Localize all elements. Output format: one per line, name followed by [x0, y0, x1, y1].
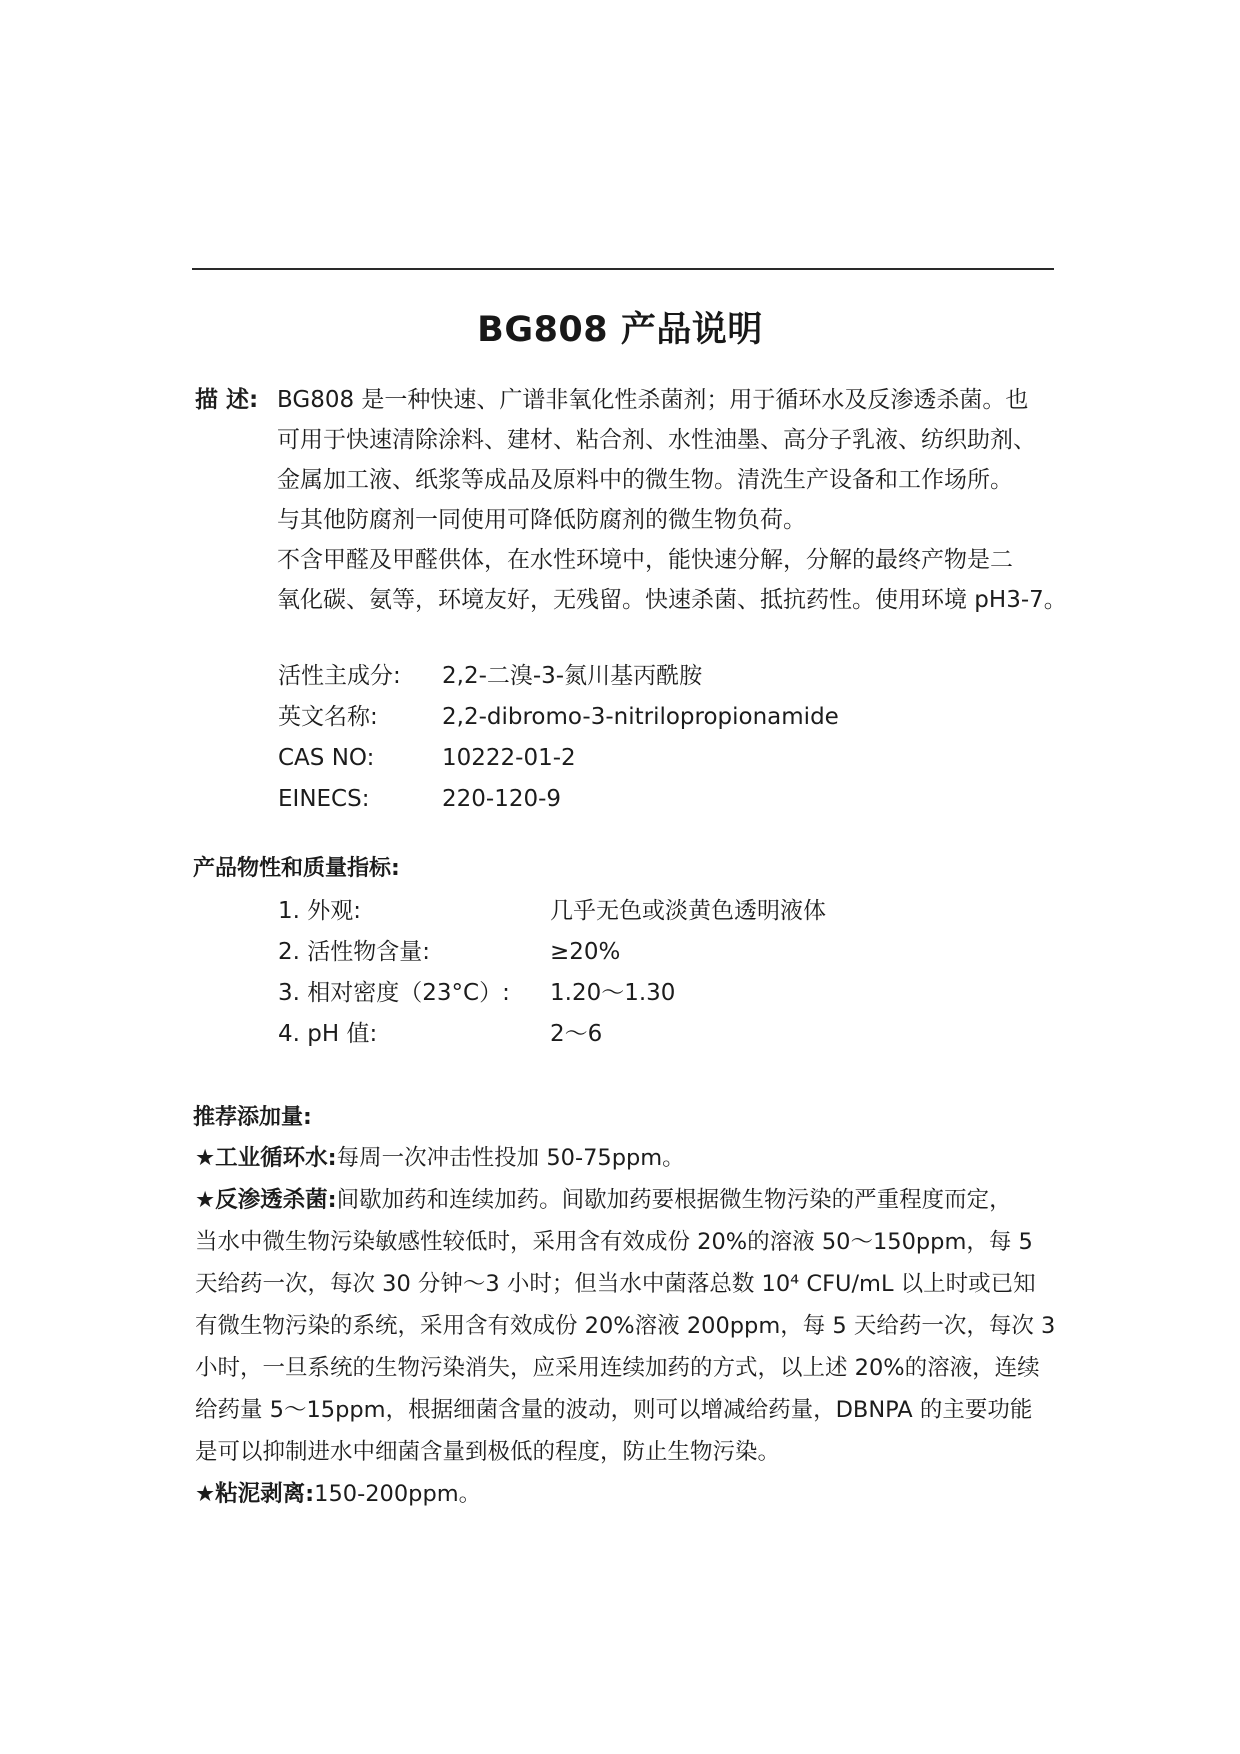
spec-row	[278, 891, 826, 932]
slime-label: ★粘泥剥离:	[195, 1481, 315, 1507]
spec-value: 几乎无色或淡黄色透明液体	[550, 898, 826, 924]
ro-label: ★反渗透杀菌:	[195, 1187, 337, 1213]
ro-line: 当水中微生物污染敏感性较低时，采用含有效成份 20%的溶液 50～150ppm，每 5	[195, 1229, 1033, 1255]
dosage-slime	[195, 1473, 1095, 1515]
description-line: 不含甲醛及甲醛供体，在水性环境中，能快速分解，分解的最终产物是二	[277, 547, 1013, 573]
info-key: 活性主成分:	[278, 663, 401, 689]
spec-row	[278, 932, 826, 973]
dosage-ro	[195, 1179, 1095, 1221]
spec-row	[278, 1014, 826, 1055]
spec-key: 4. pH 值:	[278, 1021, 378, 1047]
slime-text: 150-200ppm。	[314, 1481, 482, 1507]
component-info	[278, 656, 839, 820]
info-key: EINECS:	[278, 786, 370, 812]
spec-key: 1. 外观:	[278, 898, 362, 924]
description-text: BG808 是一种快速、广谱非氧化性杀菌剂；用于循环水及反渗透杀菌。也	[277, 387, 1029, 413]
specs-heading: 产品物性和质量指标:	[193, 856, 400, 881]
description-line: 金属加工液、纸浆等成品及原料中的微生物。清洗生产设备和工作场所。	[277, 467, 1013, 493]
industrial-label: ★工业循环水:	[195, 1145, 337, 1171]
spec-row	[278, 973, 826, 1014]
description-line: 可用于快速清除涂料、建材、粘合剂、水性油墨、高分子乳液、纺织助剂、	[277, 427, 1036, 453]
ro-line: 小时，一旦系统的生物污染消失，应采用连续加药的方式，以上述 20%的溶液，连续	[195, 1355, 1040, 1381]
info-value: 220-120-9	[442, 786, 562, 812]
dosage-industrial	[195, 1137, 1095, 1179]
industrial-text: 每周一次冲击性投加 50-75ppm。	[336, 1145, 685, 1171]
spec-value: 2～6	[550, 1021, 603, 1047]
description-line: 与其他防腐剂一同使用可降低防腐剂的微生物负荷。	[277, 507, 806, 533]
description-line	[195, 380, 1055, 420]
spec-key: 3. 相对密度（23°C）:	[278, 980, 510, 1006]
description-section	[195, 380, 1067, 620]
dosage-heading: 推荐添加量:	[193, 1105, 312, 1130]
ro-line: 是可以抑制进水中细菌含量到极低的程度，防止生物污染。	[195, 1439, 781, 1465]
spec-value: ≥20%	[550, 939, 621, 965]
ro-line: 给药量 5～15ppm，根据细菌含量的波动，则可以增减给药量，DBNPA 的主要功能	[195, 1397, 1033, 1423]
spec-list	[278, 891, 826, 1055]
ro-line: 天给药一次，每次 30 分钟～3 小时；但当水中菌落总数 10⁴ CFU/mL 以上时或已知	[195, 1271, 1036, 1297]
info-value: 2,2-dibromo-3-nitrilopropionamide	[442, 704, 839, 730]
info-value: 2,2-二溴-3-氮川基丙酰胺	[442, 663, 703, 689]
info-row	[278, 738, 839, 779]
info-value: 10222-01-2	[442, 745, 576, 771]
dosage-section	[195, 1137, 1095, 1515]
ro-text: 间歇加药和连续加药。间歇加药要根据微生物污染的严重程度而定，	[336, 1187, 1012, 1213]
info-key: CAS NO:	[278, 745, 375, 771]
info-row	[278, 697, 839, 738]
ro-line: 有微生物污染的系统，采用含有效成份 20%溶液 200ppm，每 5 天给药一次，每次 3	[195, 1313, 1056, 1339]
description-line: 氧化碳、氨等，环境友好，无残留。快速杀菌、抵抗药性。使用环境 pH3-7。	[277, 587, 1067, 613]
spec-value: 1.20～1.30	[550, 980, 676, 1006]
spec-key: 2. 活性物含量:	[278, 939, 431, 965]
description-label: 描 述:	[195, 387, 259, 413]
info-key: 英文名称:	[278, 704, 378, 730]
info-row	[278, 656, 839, 697]
document-title: BG808 产品说明	[477, 310, 763, 350]
info-row	[278, 779, 839, 820]
header-rule	[192, 268, 1054, 270]
